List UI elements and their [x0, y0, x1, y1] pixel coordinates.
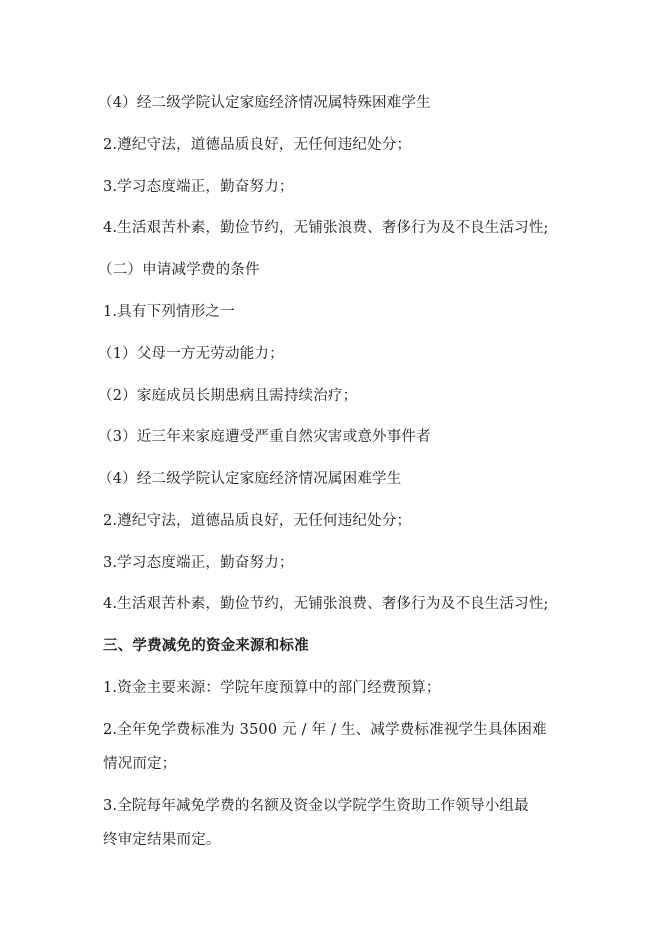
- fee-standard-line-2: 情况而定；: [103, 756, 177, 772]
- circumstance-4: （4）经二级学院认定家庭经济情况属困难学生: [98, 471, 402, 487]
- reduction-frugal-living: 4.生活艰苦朴素，勤俭节约，无铺张浪费、奢侈行为及不良生活习性;: [103, 596, 549, 612]
- condition-study-attitude: 3.学习态度端正，勤奋努力；: [103, 179, 294, 195]
- reduction-law-abiding: 2.遵纪守法，道德品质良好，无任何违纪处分；: [103, 513, 412, 529]
- funding-source: 1.资金主要来源：学院年度预算中的部门经费预算；: [103, 680, 441, 696]
- circumstance-1: （1）父母一方无劳动能力；: [98, 346, 284, 362]
- condition-law-abiding: 2.遵纪守法，道德品质良好，无任何违纪处分；: [103, 137, 412, 153]
- circumstance-3: （3）近三年来家庭遭受严重自然灾害或意外事件者: [98, 429, 431, 445]
- quota-line-1: 3.全院每年减免学费的名额及资金以学院学生资助工作领导小组最: [103, 798, 529, 814]
- circumstance-2: （2）家庭成员长期患病且需持续治疗；: [98, 388, 358, 404]
- condition-frugal-living: 4.生活艰苦朴素，勤俭节约，无铺张浪费、奢侈行为及不良生活习性;: [103, 220, 549, 236]
- condition-4-special-hardship: （4）经二级学院认定家庭经济情况属特殊困难学生: [98, 95, 431, 111]
- quota-line-2: 终审定结果而定。: [103, 832, 221, 848]
- condition-circumstances: 1.具有下列情形之一: [103, 304, 235, 320]
- section-funding-heading: 三、学费减免的资金来源和标准: [103, 638, 309, 654]
- reduction-study-attitude: 3.学习态度端正，勤奋努力；: [103, 555, 294, 571]
- fee-standard-line-1: 2.全年免学费标准为 3500 元 / 年 / 生、减学费标准视学生具体困难: [103, 722, 547, 738]
- section-reduction-conditions-heading: （二）申请减学费的条件: [98, 262, 260, 278]
